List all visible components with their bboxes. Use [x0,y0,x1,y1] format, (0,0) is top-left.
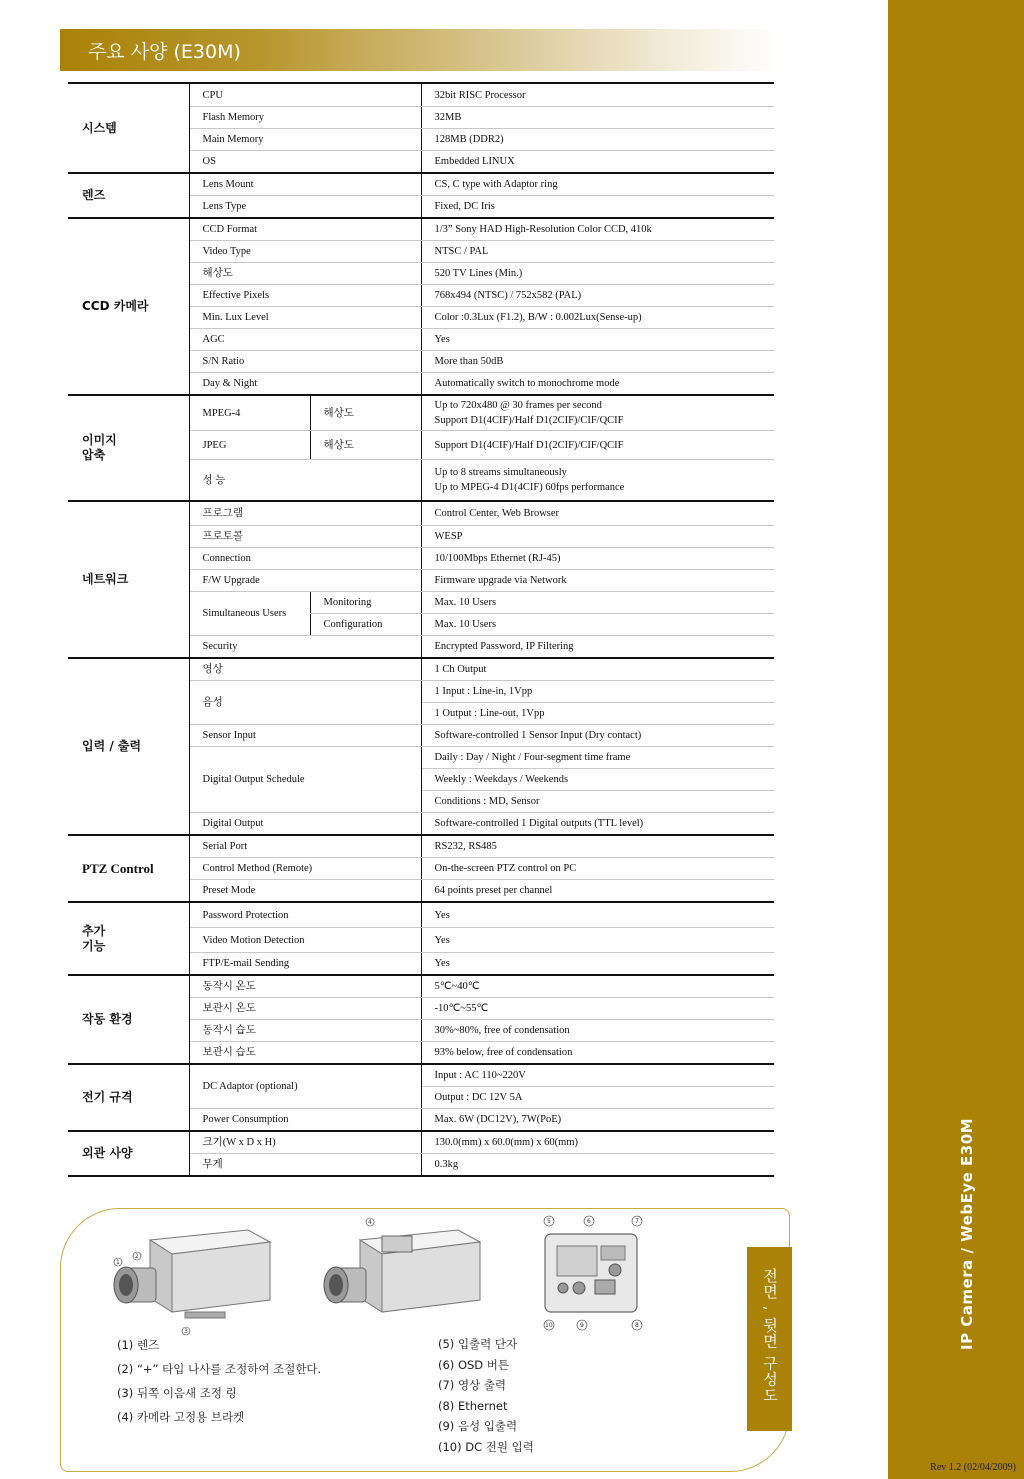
spec-label: Simultaneous Users [189,592,310,636]
spec-value: Output : DC 12V 5A [421,1087,774,1109]
sidebar-product-title: IP Camera / WebEye E30M [958,1117,976,1350]
spec-value: Yes [421,902,774,928]
spec-label: AGC [189,329,421,351]
category-line: 이미지 [82,433,117,447]
lens-glass [119,1274,133,1296]
spec-label: JPEG [189,431,310,460]
callout-number: 8 [635,1322,639,1329]
spec-label: 해상도 [189,263,421,285]
category-ptz: PTZ Control [68,835,189,902]
spec-value: Daily : Day / Night / Four-segment time frame [421,747,774,769]
table-row [68,83,774,107]
spec-label: 영상 [189,658,421,681]
callout-number: 10 [545,1322,553,1329]
mount-bracket [185,1312,225,1318]
spec-value: NTSC / PAL [421,241,774,263]
table-row [68,218,774,241]
list-item: (2) “+” 타입 나사를 조정하여 조절한다. [117,1362,322,1376]
spec-value: More than 50dB [421,351,774,373]
list-item: (1) 렌즈 [117,1338,160,1352]
top-bracket [382,1236,412,1252]
table-row [68,173,774,196]
spec-value: Software-controlled 1 Sensor Input (Dry contact) [421,725,774,747]
spec-value: 30%~80%, free of condensation [421,1020,774,1042]
table-row [68,1064,774,1087]
spec-value: 768x494 (NTSC) / 752x582 (PAL) [421,285,774,307]
spec-value: On-the-screen PTZ control on PC [421,858,774,880]
callout-number: 2 [135,1253,139,1260]
spec-value-line: Up to 8 streams simultaneously [434,467,567,478]
section-banner [60,29,780,71]
camera-rear-illustration [535,1212,655,1337]
spec-value: Yes [421,928,774,953]
spec-value: Fixed, DC Iris [421,196,774,219]
spec-label: 프로그램 [189,501,421,526]
spec-value: 1/3” Sony HAD High-Resolution Color CCD, 410k [421,218,774,241]
spec-value: Yes [421,329,774,351]
table-row [68,501,774,526]
spec-label: Min. Lux Level [189,307,421,329]
spec-label: 음성 [189,681,421,725]
category-environment: 작동 환경 [68,975,189,1064]
video-out-port [609,1264,621,1276]
spec-label: 동작시 온도 [189,975,421,998]
spec-value: Control Center, Web Browser [421,501,774,526]
spec-value: 130.0(mm) x 60.0(mm) x 60(mm) [421,1131,774,1154]
spec-sublabel: Configuration [310,614,421,636]
spec-value: Max. 10 Users [421,614,774,636]
revision-label: Rev 1.2 (02/04/2009) [930,1462,1016,1473]
osd-buttons [601,1246,625,1260]
category-power: 전기 규격 [68,1064,189,1131]
spec-label: CPU [189,83,421,107]
spec-value: Software-controlled 1 Digital outputs (TTL level) [421,813,774,836]
spec-label: 동작시 습도 [189,1020,421,1042]
spec-label: Digital Output Schedule [189,747,421,813]
spec-label: Main Memory [189,129,421,151]
spec-value: Max. 6W (DC12V), 7W(PoE) [421,1109,774,1132]
spec-value: 10/100Mbps Ethernet (RJ-45) [421,548,774,570]
category-line: 추가 [82,923,106,938]
spec-value: Firmware upgrade via Network [421,570,774,592]
spec-label: CCD Format [189,218,421,241]
category-ccd: CCD 카메라 [68,218,189,395]
category-network: 네트워크 [68,501,189,658]
spec-value: 32bit RISC Processor [421,83,774,107]
spec-value: 5℃~40℃ [421,975,774,998]
callout-number: 7 [635,1218,639,1225]
spec-label: F/W Upgrade [189,570,421,592]
spec-label: FTP/E-mail Sending [189,953,421,976]
spec-value: 1 Ch Output [421,658,774,681]
front-parts-legend [117,1333,321,1429]
table-row [68,835,774,858]
spec-sublabel: Monitoring [310,592,421,614]
spec-label: Security [189,636,421,659]
spec-label: 프로토콜 [189,526,421,548]
spec-label: Day & Night [189,373,421,396]
spec-value: Support D1(4CIF)/Half D1(2CIF)/CIF/QCIF [421,431,774,460]
spec-value: RS232, RS485 [421,835,774,858]
category-system: 시스템 [68,83,189,173]
diagram-tab-label: 전면 , 뒷면 구성도 [761,1268,779,1404]
callout-number: 9 [580,1322,584,1329]
table-row [68,395,774,431]
spec-value: 1 Output : Line-out, 1Vpp [421,703,774,725]
list-item: (3) 뒤쪽 이음새 조정 링 [117,1386,237,1400]
category-exterior: 외관 사양 [68,1131,189,1176]
ethernet-port [595,1280,615,1294]
spec-value: -10℃~55℃ [421,998,774,1020]
spec-value: Encrypted Password, IP Filtering [421,636,774,659]
spec-label: Digital Output [189,813,421,836]
spec-value: Max. 10 Users [421,592,774,614]
callout-number: 5 [547,1218,551,1225]
spec-value [421,460,774,502]
spec-label: 무게 [189,1154,421,1177]
spec-value: 64 points preset per channel [421,880,774,903]
spec-label: Control Method (Remote) [189,858,421,880]
list-item: (9) 음성 입출력 [438,1419,518,1434]
table-row [68,975,774,998]
spec-value: CS, C type with Adaptor ring [421,173,774,196]
audio-port [573,1282,585,1294]
dc-power-port [558,1283,568,1293]
spec-value-line: Up to 720x480 @ 30 frames per second [434,400,602,411]
list-item: (6) OSD 버튼 [438,1357,510,1372]
lens-glass [329,1274,343,1296]
rear-parts-legend [438,1334,534,1458]
spec-label: DC Adaptor (optional) [189,1064,421,1109]
table-row [68,902,774,928]
category-lens: 렌즈 [68,173,189,218]
spec-value: 0.3kg [421,1154,774,1177]
spec-table [68,82,774,1177]
spec-label: Lens Mount [189,173,421,196]
spec-label: Serial Port [189,835,421,858]
callout-number: 3 [184,1328,188,1335]
list-item: (5) 입출력 단자 [438,1337,518,1351]
camera-front-illustration [100,1212,300,1337]
camera-top-illustration [310,1212,510,1337]
spec-sublabel: 해상도 [310,431,421,460]
category-extra [68,902,189,975]
spec-value: Input : AC 110~220V [421,1064,774,1087]
spec-value [421,395,774,431]
spec-label: S/N Ratio [189,351,421,373]
spec-label: 크기(W x D x H) [189,1131,421,1154]
spec-label: Lens Type [189,196,421,219]
spec-value: 32MB [421,107,774,129]
spec-label: Power Consumption [189,1109,421,1132]
spec-value: Yes [421,953,774,976]
spec-value: 93% below, free of condensation [421,1042,774,1065]
callout-number: 1 [116,1259,120,1266]
camera-body-side [172,1242,270,1312]
list-item: (4) 카메라 고정용 브라켓 [117,1410,245,1424]
callout-number: 4 [368,1219,372,1226]
spec-sublabel: 해상도 [310,395,421,431]
spec-label: Sensor Input [189,725,421,747]
category-line: 압축 [82,448,106,462]
spec-value-line: Up to MPEG-4 D1(4CIF) 60fps performance [434,482,625,493]
spec-label: 성 능 [189,460,421,502]
spec-value: Automatically switch to monochrome mode [421,373,774,396]
spec-label: Video Type [189,241,421,263]
callout-number: 6 [587,1218,591,1225]
category-io: 입력 / 출력 [68,658,189,835]
spec-label: Effective Pixels [189,285,421,307]
spec-value: Embedded LINUX [421,151,774,174]
io-terminal [557,1246,597,1276]
spec-value: 1 Input : Line-in, 1Vpp [421,681,774,703]
spec-label: MPEG-4 [189,395,310,431]
spec-label: 보관시 온도 [189,998,421,1020]
spec-value: Conditions : MD, Sensor [421,791,774,813]
category-image-compression [68,395,189,501]
right-sidebar [888,0,1024,1479]
category-line: 기능 [82,938,106,953]
spec-value: Color :0.3Lux (F1.2), B/W : 0.002Lux(Sense-up) [421,307,774,329]
spec-label: Preset Mode [189,880,421,903]
table-row [68,1131,774,1154]
page-title: 주요 사양 (E30M) [88,41,241,63]
list-item: (8) Ethernet [438,1398,508,1413]
spec-value: WESP [421,526,774,548]
spec-value: Weekly : Weekdays / Weekends [421,769,774,791]
spec-value-line: Support D1(4CIF)/Half D1(2CIF)/CIF/QCIF [434,415,624,426]
spec-label: 보관시 습도 [189,1042,421,1065]
spec-label: Video Motion Detection [189,928,421,953]
list-item: (7) 영상 출력 [438,1378,507,1393]
spec-label: OS [189,151,421,174]
spec-value: 128MB (DDR2) [421,129,774,151]
list-item: (10) DC 전원 입력 [438,1439,534,1454]
spec-label: Flash Memory [189,107,421,129]
table-row [68,658,774,681]
spec-value: 520 TV Lines (Min.) [421,263,774,285]
spec-label: Password Protection [189,902,421,928]
spec-label: Connection [189,548,421,570]
